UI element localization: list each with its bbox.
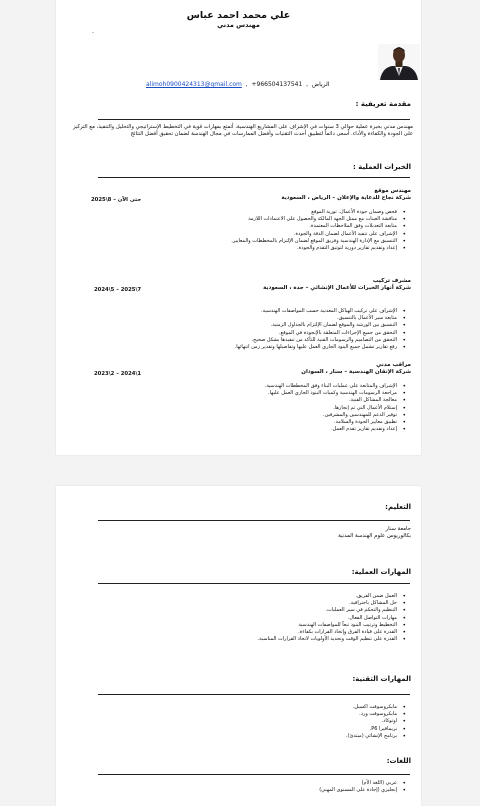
tech-rule	[98, 694, 410, 695]
list-item: • برنامج الإنشائي (مبتدئ).	[346, 733, 397, 740]
list-item: • التنسيق بين الورشة والموقع لضمان الإلتزام بالجداول الزمنية.	[235, 322, 397, 329]
education-rule	[98, 520, 410, 521]
education-degree: بكالوريوس علوم الهندسة المدنية	[338, 533, 411, 539]
list-item: • توفير الدعم للمهندسين والمشرفين.	[265, 412, 397, 419]
job-role: مشرف تركيب	[372, 278, 411, 284]
list-item: • العمل ضمن الفريق.	[258, 593, 397, 600]
list-item: • القدرة على تنظيم الوقت وتحديد الأولويات لاتخاذ القرارات المناسبة.	[258, 636, 397, 643]
list-item: • اوتوكاد.	[346, 718, 397, 725]
list-item: • إستلام الأعمال التي تم إنجازها.	[265, 405, 397, 412]
job-role: مهندس موقع	[374, 188, 411, 194]
list-item: • فحص وضمان جودة الأعمال. تورية الموقع	[231, 209, 397, 216]
stray-dot: .	[92, 28, 94, 35]
job-duties	[265, 383, 407, 433]
education-school: جامعة سنار	[385, 526, 411, 532]
job-duties	[231, 209, 407, 252]
summary-text: مهندس مدني بخبرة عملية حوالي 3 سنوات في الإشراف على المشاريع الهندسية، أتمتع بمهارات قوية في التخطيط الإستراتيجي والتحليل والتنفيذ، مع التركيز على الجودة والكفاءة والأداء. أسعى دائماً لتطبيق أحدث التقنيات وأفضل الممارسات في مجال الهندسة لضمان تحقيق أفضل النتائج	[72, 124, 413, 137]
education-heading: التعليم:	[385, 503, 411, 511]
languages-list	[319, 780, 407, 794]
job-company: شركة أنهار الخيرات للأعمال الإنشائي – جدة ، السعودية	[263, 285, 411, 291]
list-item: • إعداد وتقديم تقارير تقدم العمل.	[265, 426, 397, 433]
list-item: • التنظيم والتحكم في سير العمليات.	[258, 607, 397, 614]
list-item: • عربي (اللغة الأم)	[319, 780, 397, 787]
cv-page-2	[56, 486, 421, 806]
list-item: • حل المشاكل باحترافية.	[258, 600, 397, 607]
skills-rule	[98, 583, 410, 584]
job-company: شركة نجاح للدعاية والإعلان – الرياض ، السعودية	[281, 195, 411, 201]
list-item: • مراجعة الرسومات الهندسية وكميات البنود الجاري العمل عليها.	[265, 390, 397, 397]
list-item: • متابعة سير الأعمال بالتنسيق.	[235, 315, 397, 322]
phone-number: +966504137541	[251, 81, 303, 88]
experience-heading: الخبرات العملية :	[352, 163, 411, 171]
languages-heading: اللغات:	[386, 757, 411, 765]
list-item: • التخطيط وترتيب البنود تبعاً للمواصفات الهندسية	[258, 622, 397, 629]
tech-list	[346, 704, 407, 740]
summary-rule	[98, 119, 410, 120]
skills-heading: المهارات العملية:	[351, 568, 411, 576]
candidate-title: مهندس مدني	[217, 21, 260, 29]
job-date: 2024\5 – 2025\7	[94, 287, 142, 293]
list-item: • متابعة التعديلات وفق الملاحظات المعتمدة.	[231, 223, 397, 230]
candidate-name: علي محمد احمد عباس	[186, 10, 291, 21]
list-item: • إعداد وتقديم تقارير دورية لتوثيق التقدم والجودة.	[231, 245, 397, 252]
list-item: • معالجة المشاكل الفنية.	[265, 397, 397, 404]
job-date: 2023\2 – 2024\1	[94, 371, 142, 377]
city: الرياض	[311, 81, 330, 88]
list-item: • التنسيق مع الإدارة الهندسية وفريق الموقع لضمان الإلتزام بالمخططات والمعايير.	[231, 238, 397, 245]
contact-line: alimoh0900424313@gmail.com , +966504137541 , الرياض	[146, 81, 330, 88]
list-item: • الإشراف والمتابعة على عمليات البناء وفق المخططات الهندسية.	[265, 383, 397, 390]
list-item: • الإشراف على تنفيذ الأعمال لضمان الدقة والجودة.	[231, 231, 397, 238]
list-item: • التحقق من التصاميم والرسومات الفنية للتأكد من تنفيذها بشكل صحيح.	[235, 337, 397, 344]
list-item: • مايكروسوفت اكسيل.	[346, 704, 397, 711]
list-item: • مايكروسوفت ورد.	[346, 711, 397, 718]
profile-photo	[378, 44, 420, 80]
list-item: • الإشراف على تركيب الهياكل المعدنية حسب المواصفات الهندسية.	[235, 308, 397, 315]
job-duties	[235, 308, 407, 351]
email-link[interactable]: alimoh0900424313@gmail.com	[146, 81, 242, 88]
list-item: • مناقشة العينات مع ممثل الجهة المالكة والحصول على الاعتمادات اللازمة	[231, 216, 397, 223]
list-item: • تطبيق معايير الجودة والسلامة.	[265, 419, 397, 426]
list-item: • مهارات التواصل الفعال.	[258, 615, 397, 622]
skills-list	[258, 593, 407, 643]
summary-heading: مقدمة تعريفية :	[355, 100, 411, 108]
job-role: مراقب مدني	[376, 362, 411, 368]
list-item: • التحقق من جميع الإجراءات المتعلقة بالإنجودة في الموقع.	[235, 330, 397, 337]
job-company: شركة الإتقان الهندسية – سنار ، السودان	[301, 369, 411, 375]
experience-rule	[98, 177, 410, 178]
cv-page-1	[56, 0, 421, 455]
job-date: 2025\8 – حتى الآن	[91, 197, 142, 203]
list-item: • بريمافيرا P6.	[346, 726, 397, 733]
list-item: • إنجليزي (إجادة على المستوى المهني)	[319, 787, 397, 794]
list-item: • رفع تقارير تشمل جميع البنود الجاري العمل عليها وتفاصيلها وتقدير زمن انتهائها.	[235, 344, 397, 351]
languages-rule	[98, 774, 410, 775]
list-item: • القدرة على قيادة الفرق وإتخاذ القرارات بكفاءة.	[258, 629, 397, 636]
tech-heading: المهارات التقنية:	[352, 675, 411, 683]
